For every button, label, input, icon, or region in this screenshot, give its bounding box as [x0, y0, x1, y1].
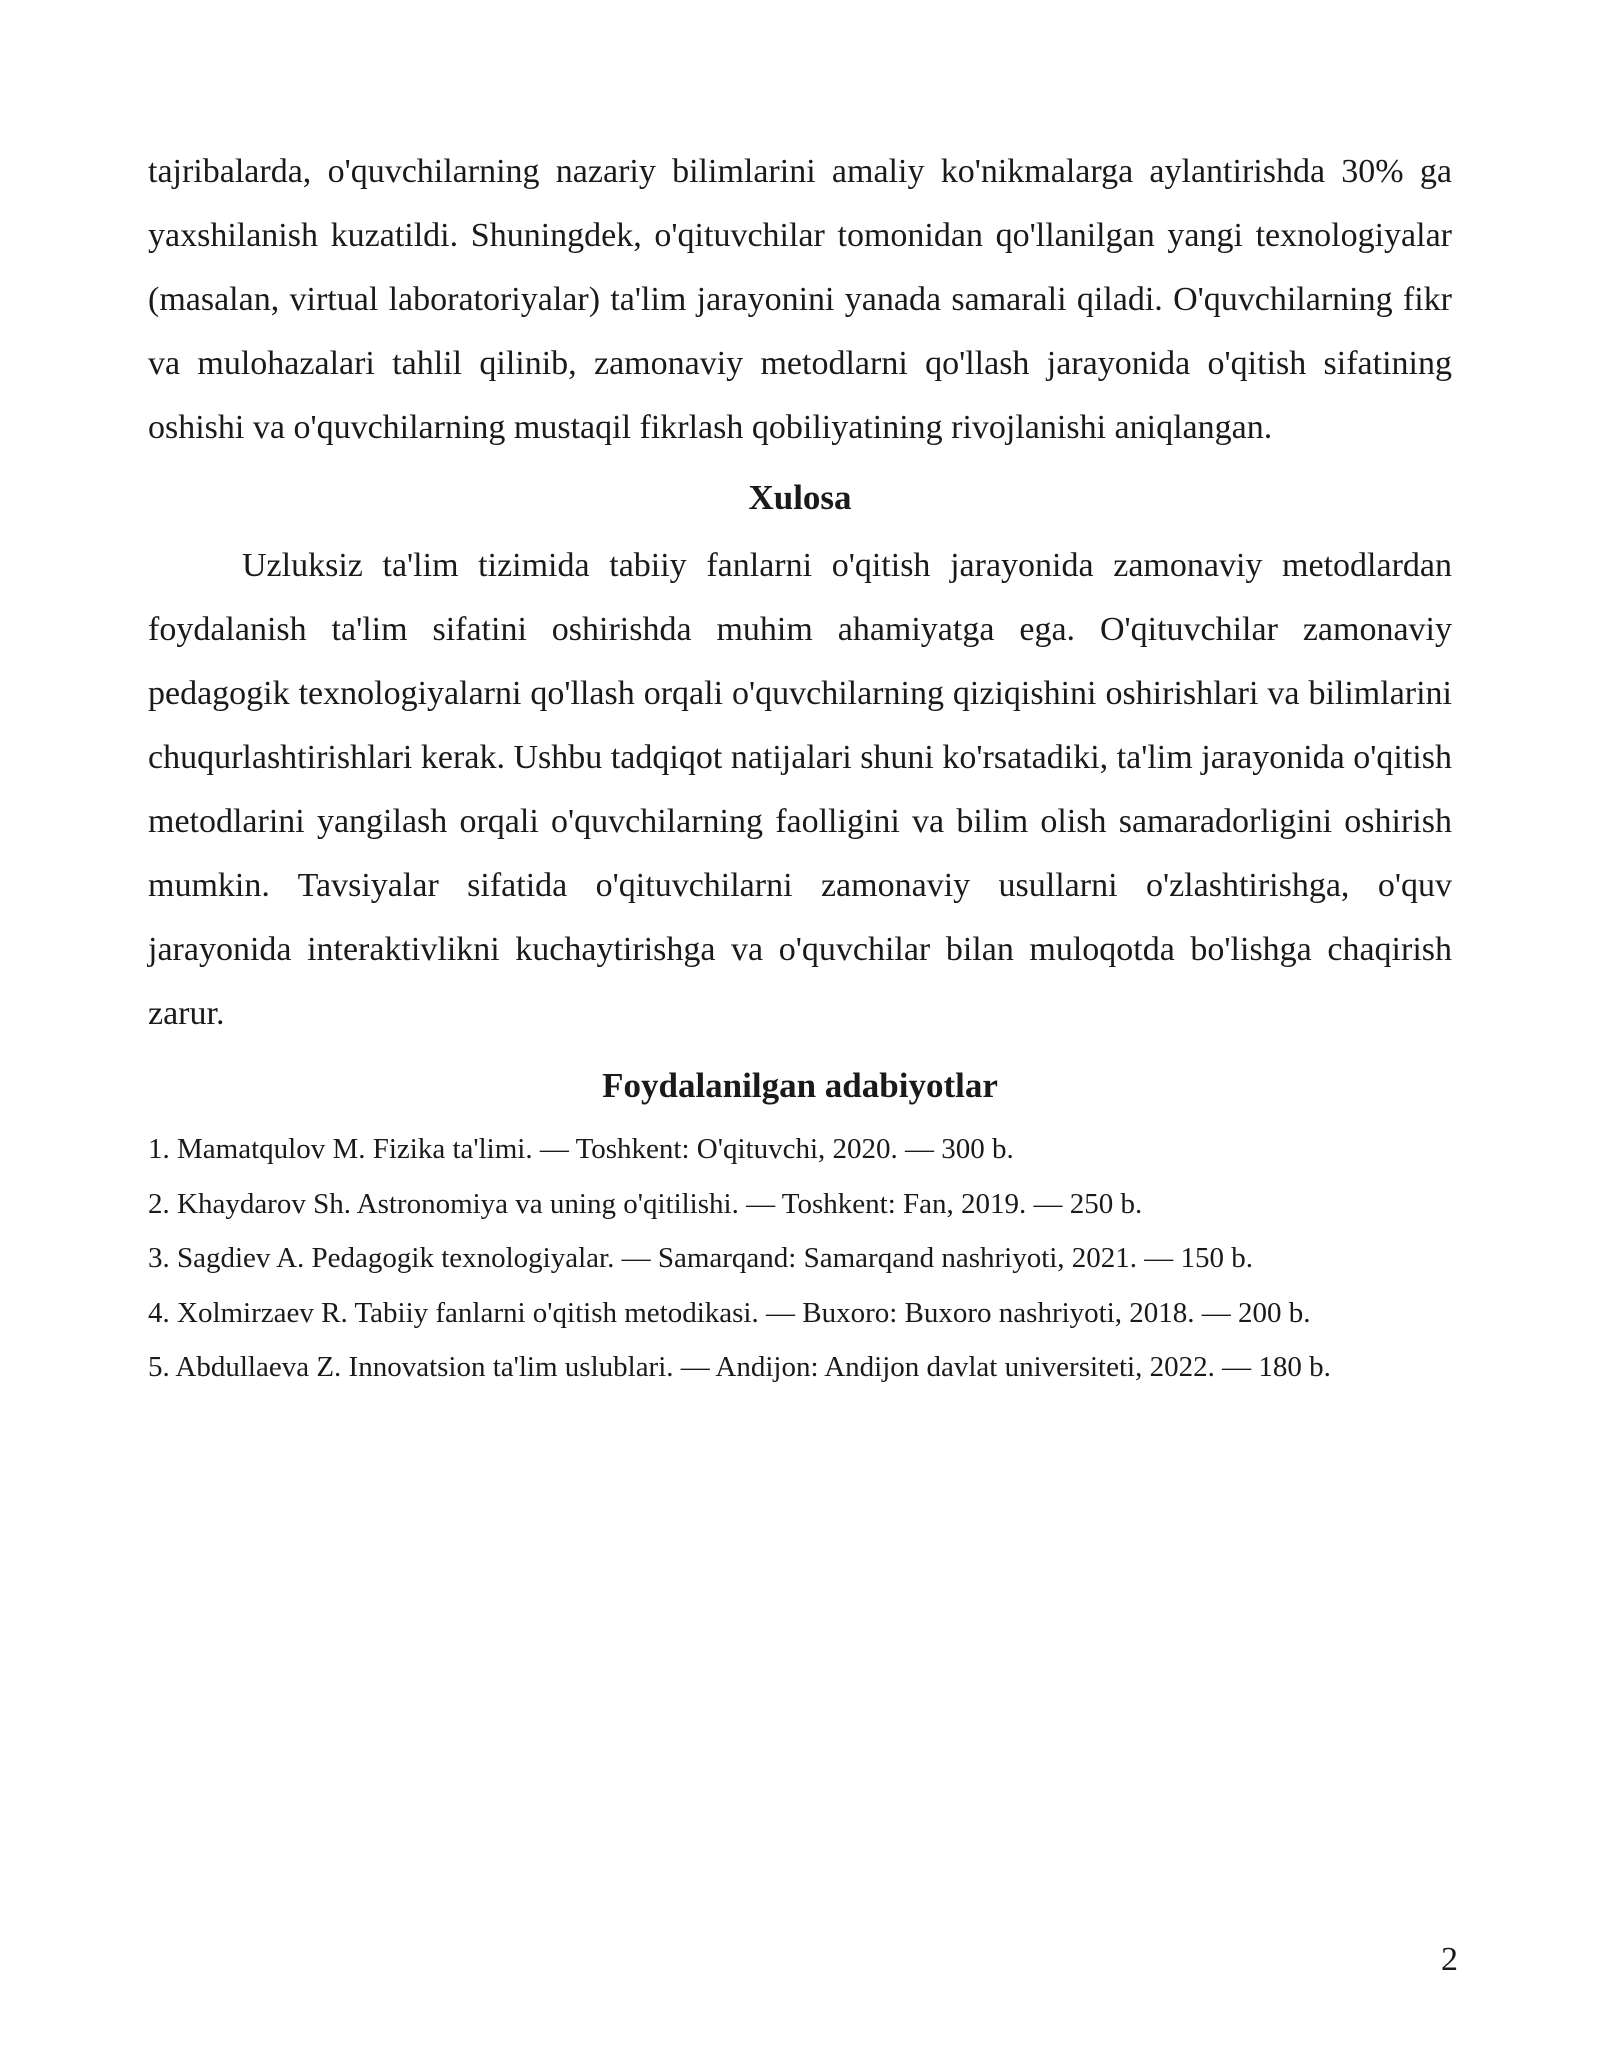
- conclusion-heading: Xulosa: [748, 478, 852, 517]
- conclusion-paragraph: Uzluksiz ta'lim tizimida tabiiy fanlarni o'qitish jarayonida zamonaviy metodlardan foydalanish ta'lim sifatini oshirishda muhim ahamiyatga ega. O'qituvchilar zamonaviy pedagogik texnologiyalarni qo'llash orqali o'quvchilarning qiziqishini oshirishlari va bilimlarini chuqurlashtirishlari kerak. Ushbu tadqiqot natijalari shuni ko'rsatadiki, ta'lim jarayonida o'qitish metodlarini yangilash orqali o'quvchilarning faolligini va bilim olish samaradorligini oshirish mumkin. Tavsiyalar sifatida o'qituvchilarni zamonaviy usullarni o'zlashtirishga, o'quv jarayonida interaktivlikni kuchaytirishga va o'quvchilar bilan muloqotda bo'lishga chaqirish zarur.: [148, 547, 1452, 1032]
- reference-item: 5. Abdullaeva Z. Innovatsion ta'lim uslublari. — Andijon: Andijon davlat universiteti, 2022. — 180 b.: [148, 1351, 1331, 1383]
- document-page: [148, 140, 1452, 1395]
- reference-item: 1. Mamatqulov M. Fizika ta'limi. — Toshkent: O'qituvchi, 2020. — 300 b.: [148, 1133, 1014, 1165]
- reference-item: 4. Xolmirzaev R. Tabiiy fanlarni o'qitish metodikasi. — Buxoro: Buxoro nashriyoti, 2018. — 200 b.: [148, 1296, 1311, 1329]
- page-number: 2: [1441, 1941, 1458, 1978]
- results-paragraph: tajribalarda, o'quvchilarning nazariy bilimlarini amaliy ko'nikmalarga aylantirishda 30% ga yaxshilanish kuzatildi. Shuningdek, o'qituvchilar tomonidan qo'llanilgan yangi texnologiyalar (masalan, virtual laboratoriyalar) ta'lim jarayonini yanada samarali qiladi. O'quvchilarning fikr va mulohazalari tahlil qilinib, zamonaviy metodlarni qo'llash jarayonida o'qitish sifatining oshishi va o'quvchilarning mustaqil fikrlash qobiliyatining rivojlanishi aniqlangan.: [148, 153, 1452, 446]
- references-heading: Foydalanilgan adabiyotlar: [602, 1066, 998, 1105]
- reference-item: 3. Sagdiev A. Pedagogik texnologiyalar. — Samarqand: Samarqand nashriyoti, 2021. — 150 b.: [148, 1242, 1254, 1274]
- references-list: [148, 1122, 1452, 1395]
- reference-item: 2. Khaydarov Sh. Astronomiya va uning o'qitilishi. — Toshkent: Fan, 2019. — 250 b.: [148, 1187, 1143, 1220]
